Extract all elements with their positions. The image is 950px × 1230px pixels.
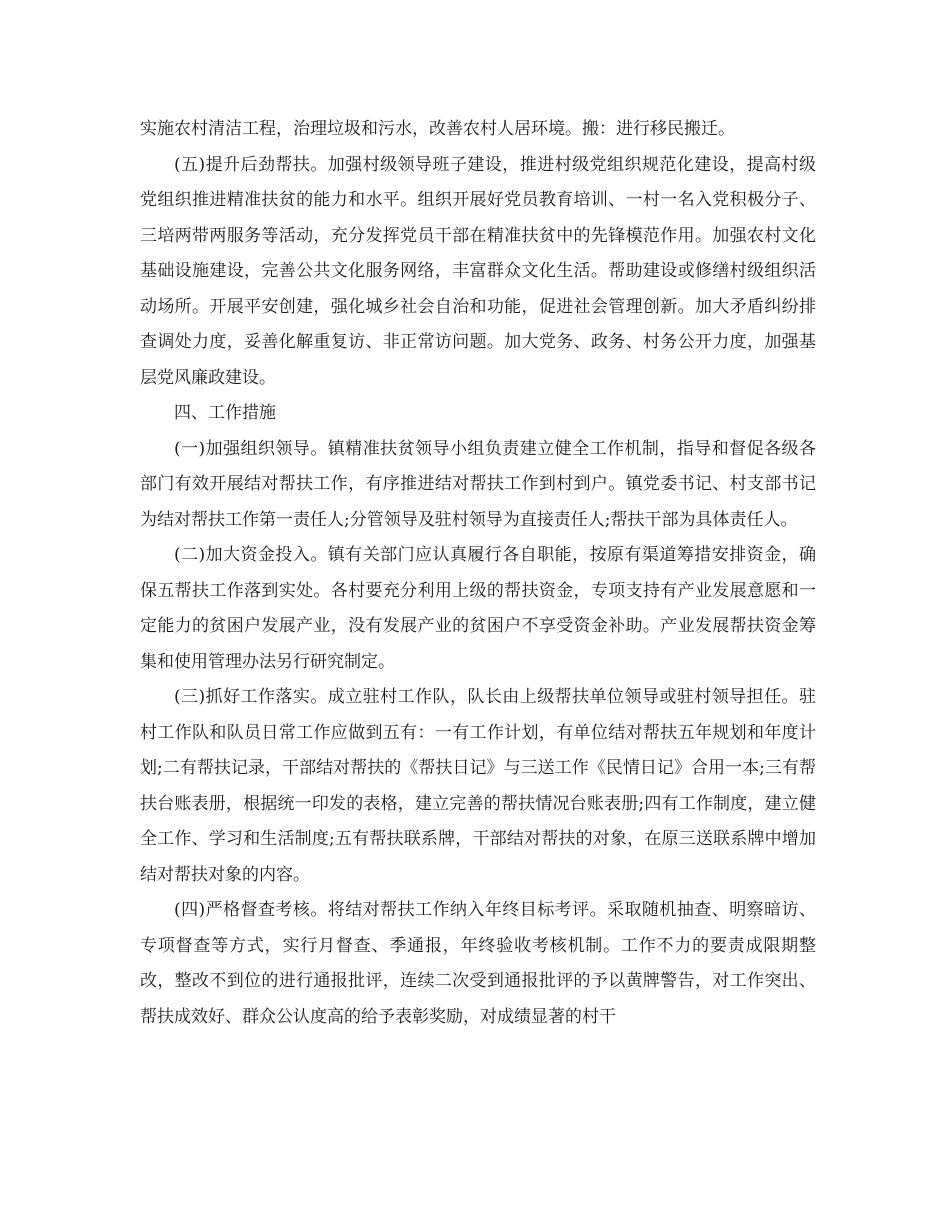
document-page <box>140 112 816 1035</box>
paragraph-5: (三)抓好工作落实。成立驻村工作队，队长由上级帮扶单位领导或驻村领导担任。驻村工作队和队员日常工作应做到五有：一有工作计划，有单位结对帮扶五年规划和年度计划;二有帮扶记录，干部结对帮扶的《帮扶日记》与三送工作《民情日记》合用一本;三有帮扶台账表册，根据统一印发的表格，建立完善的帮扶情况台账表册;四有工作制度，建立健全工作、学习和生活制度;五有帮扶联系牌，干部结对帮扶的对象，在原三送联系牌中增加结对帮扶对象的内容。 <box>140 687 816 885</box>
section-heading: 四、工作措施 <box>174 403 276 423</box>
paragraph-3: (一)加强组织领导。镇精准扶贫领导小组负责建立健全工作机制，指导和督促各级各部门有效开展结对帮扶工作，有序推进结对帮扶工作到村到户。镇党委书记、村支部书记为结对帮扶工作第一责任人;分管领导及驻村领导为直接责任人;帮扶干部为具体责任人。 <box>140 438 816 530</box>
paragraph-1: 实施农村清洁工程，治理垃圾和污水，改善农村人居环境。搬：进行移民搬迁。 <box>140 119 735 139</box>
paragraph-2: (五)提升后劲帮扶。加强村级领导班子建设，推进村级党组织规范化建设，提高村级党组织推进精准扶贫的能力和水平。组织开展好党员教育培训、一村一名入党积极分子、三培两带两服务等活动，充分发挥党员干部在精准扶贫中的先锋模范作用。加强农村文化基础设施建设，完善公共文化服务网络，丰富群众文化生活。帮助建设或修缮村级组织活动场所。开展平安创建，强化城乡社会自治和功能，促进社会管理创新。加大矛盾纠纷排查调处力度，妥善化解重复访、非正常访问题。加大党务、政务、村务公开力度，加强基层党风廉政建设。 <box>140 154 816 388</box>
paragraph-6: (四)严格督查考核。将结对帮扶工作纳入年终目标考评。采取随机抽查、明察暗访、专项督查等方式，实行月督查、季通报，年终验收考核机制。工作不力的要责成限期整改，整改不到位的进行通报批评，连续二次受到通报批评的予以黄牌警告，对工作突出、帮扶成效好、群众公认度高的给予表彰奖励，对成绩显著的村干 <box>140 900 816 1027</box>
paragraph-4: (二)加大资金投入。镇有关部门应认真履行各自职能，按原有渠道筹措安排资金，确保五帮扶工作落到实处。各村要充分利用上级的帮扶资金，专项支持有产业发展意愿和一定能力的贫困户发展产业，没有发展产业的贫困户不享受资金补助。产业发展帮扶资金筹集和使用管理办法另行研究制定。 <box>140 545 816 672</box>
